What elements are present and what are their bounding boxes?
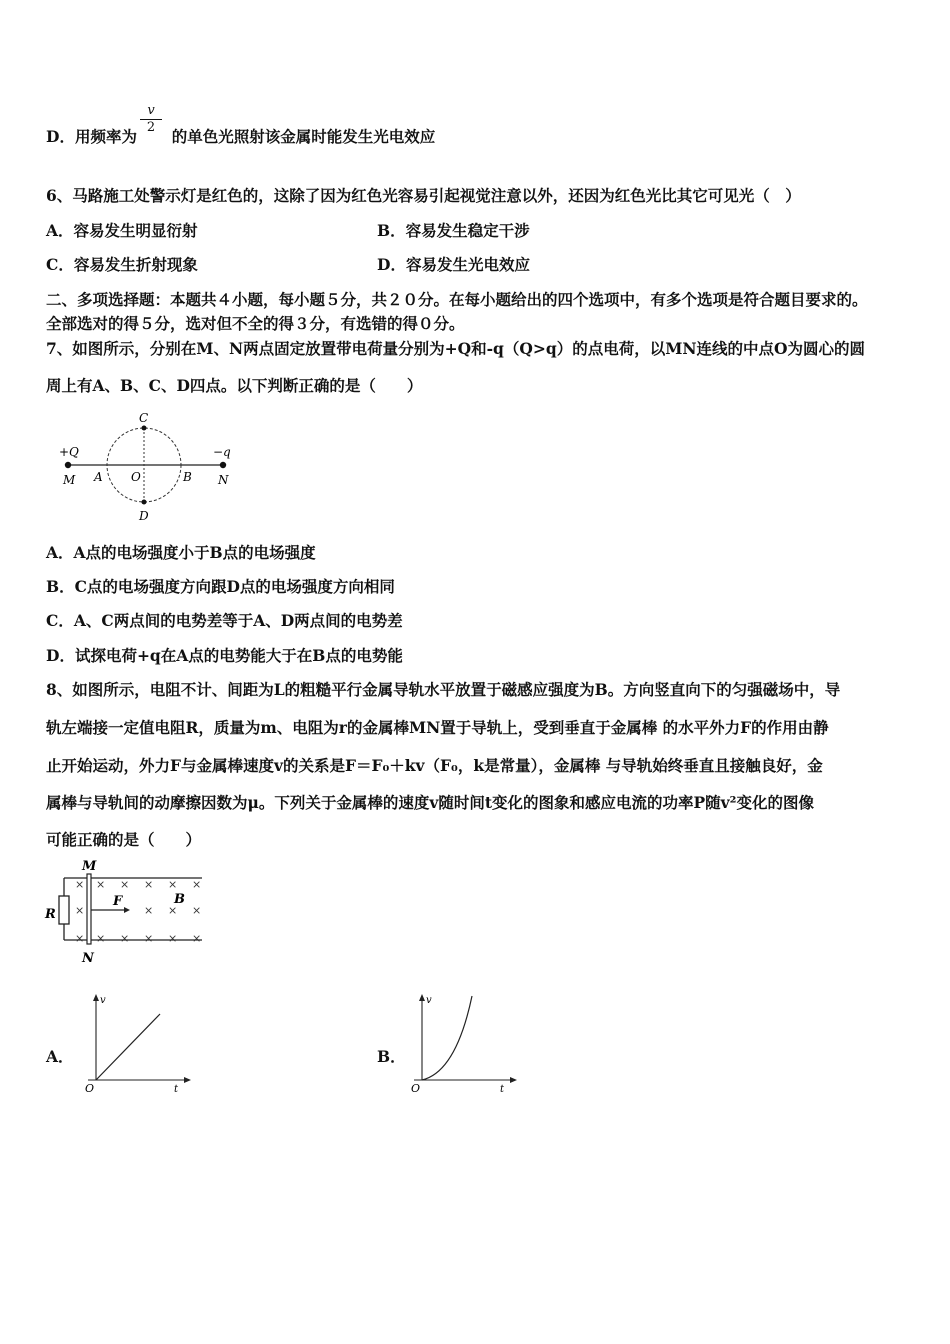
field-cross: × <box>120 878 130 891</box>
axis-label-t: t <box>174 1084 179 1094</box>
point-m-dot <box>65 462 71 468</box>
label-d: D <box>139 509 149 523</box>
q8-stem-line4: 属棒与导轨间的动摩擦因数为μ。下列关于金属棒的速度v随时间t变化的图象和感应电流的功率P随v²变化的图像 <box>46 793 814 812</box>
fraction-numerator: v <box>140 103 162 120</box>
q8-stem-line2: 轨左端接一定值电阻R，质量为m、电阻为r的金属棒MN置于导轨上，受到垂直于金属棒 的水平外力F的作用由静 <box>46 718 829 737</box>
q8-rail-figure <box>40 856 215 968</box>
x-axis-arrow <box>510 1077 517 1083</box>
q7-stem-line2: 周上有A、B、C、D四点。以下判断正确的是（ ） <box>46 376 423 395</box>
q8-stem-line1: 8、如图所示，电阻不计、间距为L的粗糙平行金属导轨水平放置于磁感应强度为B。方向竖直向下的匀强磁场中，导 <box>46 680 841 699</box>
q7-option-a: A．A点的电场强度小于B点的电场强度 <box>46 543 316 562</box>
q6-option-b: B．容易发生稳定干涉 <box>377 221 530 240</box>
linear-curve <box>96 1014 160 1080</box>
field-cross: × <box>192 904 202 917</box>
label-a: A <box>94 470 103 484</box>
label-plus-q: +Q <box>59 445 79 459</box>
q7-stem-line1: 7、如图所示，分别在M、N两点固定放置带电荷量分别为+Q和-q（Q>q）的点电荷，以MN连线的中点O为圆心的圆 <box>46 339 866 358</box>
label-n: N <box>218 473 229 487</box>
q5-option-d <box>46 127 435 147</box>
q6-option-d: D．容易发生光电效应 <box>377 255 530 274</box>
field-cross: × <box>168 932 178 945</box>
metal-rod <box>87 874 91 944</box>
field-cross: × <box>144 904 154 917</box>
axis-label-v: v <box>100 995 106 1006</box>
q7-option-b: B．C点的电场强度方向跟D点的电场强度方向相同 <box>46 577 395 596</box>
q8-option-b-label: B． <box>377 1047 406 1066</box>
field-cross: × <box>168 878 178 891</box>
origin-label: O <box>85 1082 95 1094</box>
label-f: F <box>113 894 123 909</box>
magnetic-field-crosses <box>75 878 201 945</box>
label-m: M <box>82 859 97 874</box>
q5-fraction <box>140 103 162 136</box>
label-o: O <box>131 470 141 484</box>
force-arrowhead <box>124 907 130 913</box>
convex-curve <box>422 996 472 1080</box>
field-cross: × <box>75 932 85 945</box>
label-b: B <box>183 470 192 484</box>
label-m: M <box>63 473 76 487</box>
q5-option-d-suffix: 的单色光照射该金属时能发生光电效应 <box>171 127 436 146</box>
q8-graph-b <box>406 992 521 1094</box>
q6-stem: 6、马路施工处警示灯是红色的，这除了因为红色光容易引起视觉注意以外，还因为红色光比其它可见光（ ） <box>46 186 801 205</box>
field-cross: × <box>96 932 106 945</box>
fraction-denominator: 2 <box>146 120 156 135</box>
field-cross: × <box>168 904 178 917</box>
field-cross: × <box>144 878 154 891</box>
q8-graph-a <box>80 992 195 1094</box>
field-cross: × <box>75 878 85 891</box>
point-c-dot <box>142 426 147 431</box>
label-minus-q: −q <box>213 445 231 459</box>
section2-heading: 二、多项选择题：本题共４小题，每小题５分，共２０分。在每小题给出的四个选项中，有多个选项是符合题目要求的。 <box>46 290 868 309</box>
axis-label-v: v <box>426 995 432 1006</box>
field-cross: × <box>192 878 202 891</box>
field-cross: × <box>120 932 130 945</box>
origin-label: O <box>411 1082 421 1094</box>
point-n-dot <box>220 462 226 468</box>
field-cross: × <box>144 932 154 945</box>
label-b: B <box>174 892 185 907</box>
q7-option-c: C．A、C两点间的电势差等于A、D两点间的电势差 <box>46 611 403 630</box>
section2-note: 全部选对的得５分，选对但不全的得３分，有选错的得０分。 <box>46 314 465 333</box>
y-axis-arrow <box>93 994 99 1001</box>
resistor <box>59 896 69 924</box>
field-cross: × <box>192 932 202 945</box>
q8-stem-line5: 可能正确的是（ ） <box>46 830 202 849</box>
q7-option-d: D．试探电荷+q在A点的电势能大于在B点的电势能 <box>46 646 403 665</box>
label-r: R <box>45 907 56 922</box>
x-axis-arrow <box>184 1077 191 1083</box>
q7-figure <box>55 408 245 526</box>
label-n: N <box>82 951 94 966</box>
q8-stem-line3: 止开始运动，外力F与金属棒速度v的关系是F＝F₀＋kv（F₀，k是常量），金属棒 与导轨始终垂直且接触良好，金 <box>46 756 823 775</box>
label-c: C <box>139 411 149 425</box>
field-cross: × <box>75 904 85 917</box>
q8-option-a-label: A． <box>46 1047 74 1066</box>
axis-label-t: t <box>500 1084 505 1094</box>
point-d-dot <box>142 500 147 505</box>
q6-option-a: A．容易发生明显衍射 <box>46 221 198 240</box>
q5-option-d-prefix: D．用频率为 <box>46 127 137 146</box>
field-cross: × <box>96 878 106 891</box>
q6-option-c: C．容易发生折射现象 <box>46 255 198 274</box>
y-axis-arrow <box>419 994 425 1001</box>
